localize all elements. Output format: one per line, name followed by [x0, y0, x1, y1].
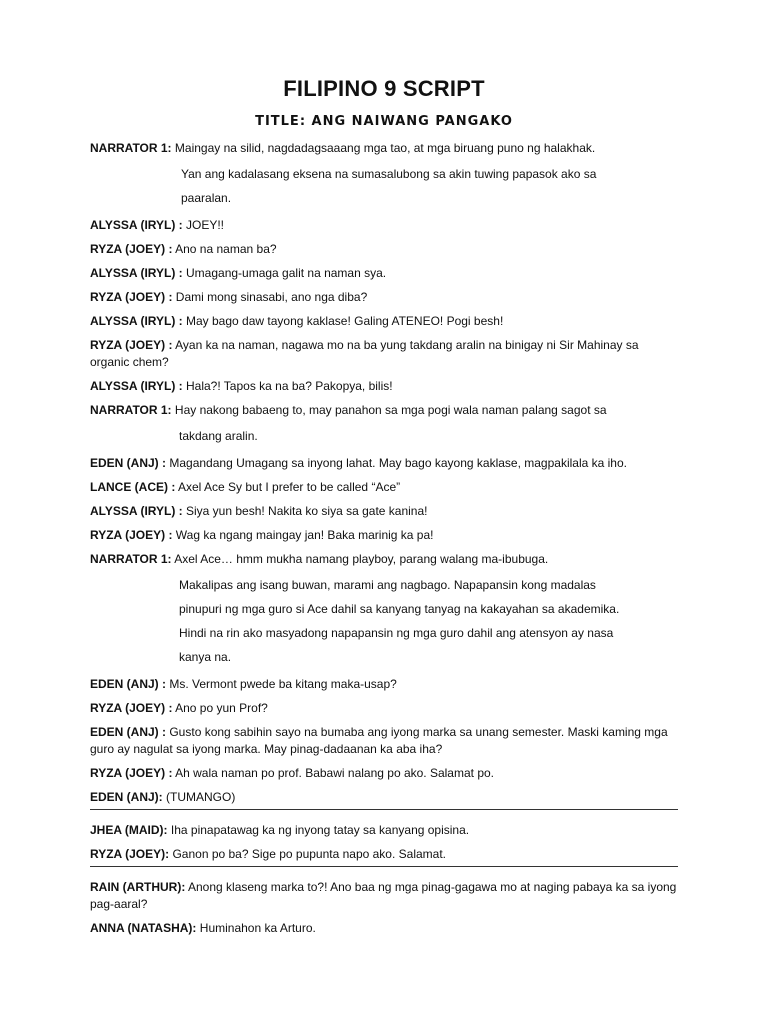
speaker-name: LANCE (ACE) : — [90, 480, 176, 494]
speaker-name: ALYSSA (IRYL) : — [90, 266, 183, 280]
dialogue-line — [90, 527, 678, 544]
dialogue-line — [90, 822, 678, 839]
speaker-name: ALYSSA (IRYL) : — [90, 379, 183, 393]
speaker-name: RYZA (JOEY) : — [90, 528, 173, 542]
dialogue-text: Umagang-umaga galit na naman sya. — [182, 266, 387, 280]
document-subtitle: TITLE: ANG NAIWANG PANGAKO — [255, 114, 513, 129]
dialogue-line — [90, 479, 678, 496]
document-title: FILIPINO 9 SCRIPT — [283, 76, 485, 101]
speaker-name: EDEN (ANJ) : — [90, 725, 167, 739]
narration-line: Makalipas ang isang buwan, marami ang nagbago. Napapansin kong madalas — [179, 578, 596, 592]
dialogue-text: Iha pinapatawag ka ng inyong tatay sa kanyang opisina. — [167, 823, 470, 837]
dialogue-line — [90, 217, 678, 234]
speaker-name: EDEN (ANJ): — [90, 790, 163, 804]
speaker-name: RYZA (JOEY): — [90, 847, 170, 861]
dialogue-text: Maingay na silid, nagdadagsaaang mga tao, at mga biruang puno ng halakhak. — [171, 141, 596, 155]
dialogue-line — [90, 551, 678, 669]
script-lines — [90, 140, 678, 937]
speaker-name: JHEA (MAID): — [90, 823, 168, 837]
speaker-name: NARRATOR 1: — [90, 552, 172, 566]
dialogue-line — [90, 402, 678, 448]
dialogue-text: Ano na naman ba? — [172, 242, 277, 256]
dialogue-text: Gusto kong sabihin sayo na bumaba ang iyong marka sa unang semester. Maski kaming mga guro ay nagulat sa iyong marka. May pinag-dadaanan ka aba iha? — [90, 725, 668, 756]
speaker-name: RYZA (JOEY) : — [90, 290, 173, 304]
speaker-name: ALYSSA (IRYL) : — [90, 504, 183, 518]
dialogue-line — [90, 265, 678, 282]
dialogue-text: Axel Ace… hmm mukha namang playboy, parang walang ma-ibubuga. — [171, 552, 549, 566]
narration-line: kanya na. — [179, 650, 232, 664]
dialogue-text: Siya yun besh! Nakita ko siya sa gate kanina! — [182, 504, 428, 518]
dialogue-text: JOEY!! — [182, 218, 225, 232]
dialogue-line — [90, 846, 678, 867]
dialogue-line — [90, 789, 678, 810]
narration-line: paaralan. — [181, 191, 232, 205]
dialogue-line — [90, 378, 678, 395]
dialogue-text: May bago daw tayong kaklase! Galing ATENEO! Pogi besh! — [182, 314, 504, 328]
speaker-name: NARRATOR 1: — [90, 141, 172, 155]
speaker-name: RAIN (ARTHUR): — [90, 880, 186, 894]
dialogue-line — [90, 765, 678, 782]
dialogue-line — [90, 724, 678, 758]
speaker-name: ALYSSA (IRYL) : — [90, 218, 183, 232]
dialogue-line — [90, 503, 678, 520]
dialogue-text: Ano po yun Prof? — [172, 701, 268, 715]
dialogue-text: Ayan ka na naman, nagawa mo na ba yung takdang aralin na binigay ni Sir Mahinay sa organic chem? — [90, 338, 639, 369]
narration-continuation — [90, 573, 678, 669]
dialogue-text: Dami mong sinasabi, ano nga diba? — [172, 290, 368, 304]
dialogue-line — [90, 455, 678, 472]
speaker-name: ANNA (NATASHA): — [90, 921, 197, 935]
dialogue-text: (TUMANGO) — [162, 790, 236, 804]
dialogue-text: Huminahon ka Arturo. — [196, 921, 316, 935]
narration-line: pinupuri ng mga guro si Ace dahil sa kanyang tanyag na kakayahan sa akademika. — [179, 602, 620, 616]
dialogue-text: Hay nakong babaeng to, may panahon sa mga pogi wala naman palang sagot sa — [171, 403, 607, 417]
speaker-name: RYZA (JOEY) : — [90, 701, 173, 715]
dialogue-line — [90, 879, 678, 913]
narration-line: takdang aralin. — [179, 429, 258, 443]
speaker-name: ALYSSA (IRYL) : — [90, 314, 183, 328]
dialogue-line — [90, 313, 678, 330]
dialogue-text: Anong klaseng marka to?! Ano baa ng mga pinag-gagawa mo at naging pabaya ka sa iyong pag-aaral? — [90, 880, 677, 911]
dialogue-line — [90, 700, 678, 717]
dialogue-text: Hala?! Tapos ka na ba? Pakopya, bilis! — [182, 379, 393, 393]
speaker-name: EDEN (ANJ) : — [90, 456, 167, 470]
dialogue-text: Ms. Vermont pwede ba kitang maka-usap? — [166, 677, 397, 691]
dialogue-text: Axel Ace Sy but I prefer to be called “Ace” — [175, 480, 401, 494]
dialogue-line — [90, 140, 678, 210]
dialogue-line — [90, 241, 678, 258]
speaker-name: NARRATOR 1: — [90, 403, 172, 417]
speaker-name: RYZA (JOEY) : — [90, 242, 173, 256]
dialogue-line — [90, 337, 678, 371]
speaker-name: EDEN (ANJ) : — [90, 677, 167, 691]
speaker-name: RYZA (JOEY) : — [90, 766, 173, 780]
dialogue-line — [90, 920, 678, 937]
narration-line: Hindi na rin ako masyadong napapansin ng mga guro dahil ang atensyon ay nasa — [179, 626, 614, 640]
speaker-name: RYZA (JOEY) : — [90, 338, 173, 352]
dialogue-text: Magandang Umagang sa inyong lahat. May bago kayong kaklase, magpakilala ka iho. — [166, 456, 627, 470]
dialogue-text: Ah wala naman po prof. Babawi nalang po ako. Salamat po. — [172, 766, 494, 780]
narration-continuation — [90, 162, 678, 210]
narration-continuation — [90, 424, 678, 448]
dialogue-line — [90, 289, 678, 306]
dialogue-text: Wag ka ngang maingay jan! Baka marinig ka pa! — [172, 528, 434, 542]
dialogue-line — [90, 676, 678, 693]
narration-line: Yan ang kadalasang eksena na sumasalubong sa akin tuwing papasok ako sa — [181, 167, 597, 181]
dialogue-text: Ganon po ba? Sige po pupunta napo ako. Salamat. — [169, 847, 447, 861]
